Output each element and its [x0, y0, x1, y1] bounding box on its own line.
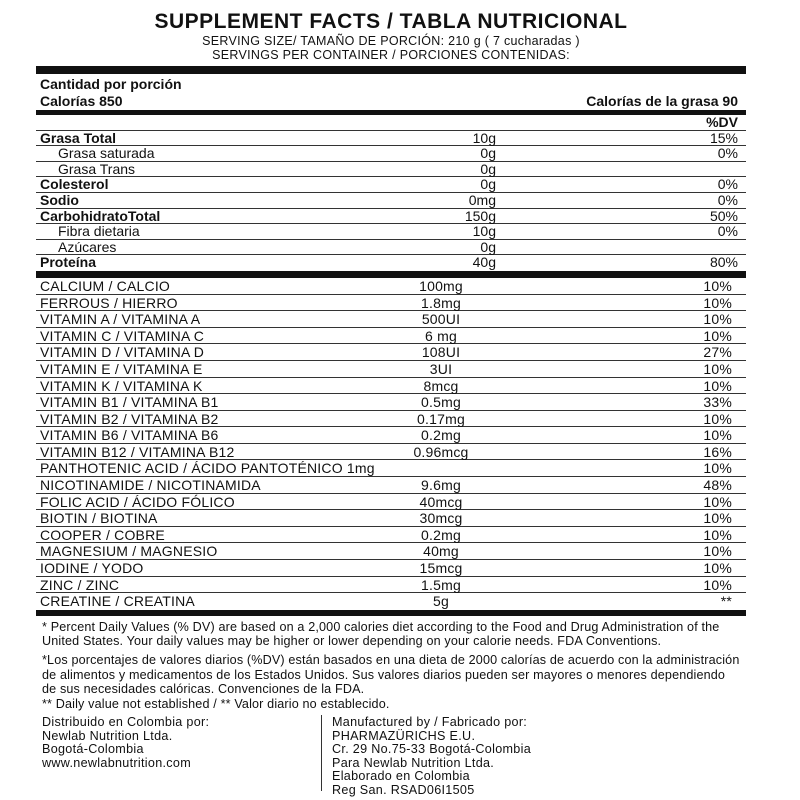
label-title: SUPPLEMENT FACTS / TABLA NUTRICIONAL: [154, 10, 628, 33]
vitamin-row: [36, 593, 746, 610]
nutrient-dv: 10%: [703, 277, 732, 294]
nutrient-dv: 10%: [703, 560, 732, 577]
manufacturer-for: Para Newlab Nutrition Ltda.: [332, 755, 495, 770]
vitamin-row: [36, 344, 746, 361]
nutrient-name: Colesterol: [40, 176, 109, 193]
nutrient-dv: 80%: [709, 254, 738, 271]
nutrient-dv: 33%: [703, 394, 732, 411]
nutrient-name: CALCIUM / CALCIO: [40, 277, 170, 294]
vitamin-row: [36, 311, 746, 328]
divider-thick: [36, 66, 746, 74]
manufacturer-address: Cr. 29 No.75-33 Bogotá-Colombia: [332, 742, 532, 756]
nutrient-amount: 0mg: [468, 191, 496, 208]
nutrient-name: VITAMIN B2 / VITAMINA B2: [40, 410, 219, 427]
nutrient-name: VITAMIN C / VITAMINA C: [40, 327, 205, 344]
distribution-info: [36, 713, 746, 797]
nutrient-dv: 15%: [709, 129, 738, 146]
nutrient-name: PANTHOTENIC ACID / ÁCIDO PANTOTÉNICO 1mg: [40, 460, 375, 477]
nutrient-dv: 10%: [703, 493, 732, 510]
nutrient-name: Grasa Trans: [58, 160, 136, 177]
nutrient-amount: 500UI: [421, 311, 461, 328]
nutrient-amount: 0g: [480, 238, 496, 255]
manufacturer-company: PHARMAZÜRICHS E.U.: [332, 728, 476, 743]
vitamin-row: [36, 361, 746, 378]
nutrient-dv: 0%: [717, 145, 738, 162]
nutrient-amount: 10g: [472, 223, 496, 240]
nutrient-dv: 50%: [709, 207, 738, 224]
nutrient-dv: 10%: [703, 327, 732, 344]
vitamin-row: [36, 411, 746, 428]
distributor-city: Bogotá-Colombia: [42, 742, 144, 756]
vitamin-row: [36, 560, 746, 577]
nutrient-dv: 10%: [703, 526, 732, 543]
footnote-spanish: *Los porcentajes de valores diarios (%DV) están basados en una dieta de 2000 calorías de acuerdo con la administración de alimentos y medicamentos de los Estados Unidos. Sus valores diarios pueden ser mayores o menores dependiendo de sus necesidades calóricas. Convenciones de la FDA.: [42, 653, 740, 697]
nutrient-name: VITAMIN B12 / VITAMINA B12: [40, 443, 235, 460]
nutrient-name: MAGNESIUM / MAGNESIO: [40, 543, 218, 560]
footnote-english: * Percent Daily Values (% DV) are based on a 2,000 calories diet according to the Food and Drug Administration of the United States. Your daily values may be higher or lower depending on your calorie needs. FDA Conventions.: [42, 619, 720, 649]
nutrient-name: VITAMIN K / VITAMINA K: [40, 377, 203, 394]
nutrient-name: Sodio: [40, 191, 79, 208]
vitamin-row: [36, 295, 746, 312]
vitamin-row: [36, 510, 746, 527]
vitamin-row: [36, 527, 746, 544]
nutrient-amount: 1.5mg: [421, 576, 461, 593]
nutrient-amount: 0.2mg: [421, 526, 461, 543]
nutrient-name: Fibra dietaria: [58, 223, 140, 240]
vitamin-row: [36, 378, 746, 395]
nutrient-amount: 9.6mg: [421, 477, 461, 494]
nutrient-amount: 40mcg: [419, 493, 463, 510]
nutrient-name: FERROUS / HIERRO: [40, 294, 178, 311]
manufacturer-block: [332, 716, 732, 797]
nutrient-amount: 108UI: [421, 344, 461, 361]
calories: Calorías 850: [40, 93, 123, 109]
serving-size: SERVING SIZE/ TAMAÑO DE PORCIÓN: 210 g ( 7 cucharadas ): [202, 34, 580, 48]
column-divider: [321, 715, 322, 791]
nutrient-dv: 16%: [703, 443, 732, 460]
vitamin-row: [36, 477, 746, 494]
nutrient-name: VITAMIN A / VITAMINA A: [40, 311, 201, 328]
nutrient-dv: 10%: [703, 576, 732, 593]
nutrient-dv: 10%: [703, 311, 732, 328]
amount-per-serving: Cantidad por porción: [40, 76, 182, 92]
nutrient-amount: 0g: [480, 160, 496, 177]
vitamin-row: [36, 278, 746, 295]
nutrient-amount: 15mcg: [419, 560, 463, 577]
vitamin-row: [36, 543, 746, 560]
nutrient-name: Grasa Total: [40, 129, 116, 146]
nutrient-dv: 10%: [703, 360, 732, 377]
vitamin-row: [36, 494, 746, 511]
nutrient-name: BIOTIN / BIOTINA: [40, 510, 158, 527]
nutrient-name: NICOTINAMIDE / NICOTINAMIDA: [40, 477, 261, 494]
vitamin-table: [36, 278, 746, 610]
nutrient-amount: 30mcg: [419, 510, 463, 527]
nutrient-dv: 0%: [717, 223, 738, 240]
distributor-heading: Distribuido en Colombia por:: [42, 715, 210, 729]
vitamin-row: [36, 328, 746, 345]
macro-row: [36, 131, 746, 147]
nutrient-amount: 0.5mg: [421, 394, 461, 411]
nutrient-dv: 10%: [703, 377, 732, 394]
nutrient-dv: 10%: [703, 543, 732, 560]
vitamin-row: [36, 427, 746, 444]
nutrient-name: CREATINE / CREATINA: [40, 593, 195, 610]
nutrient-dv: 10%: [703, 460, 732, 477]
macro-table: [36, 131, 746, 271]
nutrient-amount: 6 mg: [425, 327, 457, 344]
nutrient-name: Proteína: [40, 254, 97, 271]
nutrient-name: IODINE / YODO: [40, 560, 144, 577]
nutrient-name: FOLIC ACID / ÁCIDO FÓLICO: [40, 493, 235, 510]
nutrient-amount: 150g: [464, 207, 496, 224]
calories-block: [36, 74, 746, 110]
nutrient-amount: 8mcg: [423, 377, 459, 394]
nutrient-name: Azúcares: [58, 238, 117, 255]
footnotes: [36, 616, 746, 714]
footnote-no-dv: ** Daily value not established / ** Valor diario no establecido.: [42, 696, 390, 711]
nutrient-dv: 10%: [703, 510, 732, 527]
macro-row: [36, 209, 746, 225]
nutrient-amount: 5g: [433, 593, 449, 610]
distributor-company: Newlab Nutrition Ltda.: [42, 728, 173, 743]
nutrient-amount: 100mg: [419, 277, 463, 294]
nutrient-name: VITAMIN B1 / VITAMINA B1: [40, 394, 219, 411]
nutrient-amount: 3UI: [429, 360, 453, 377]
nutrient-name: ZINC / ZINC: [40, 576, 120, 593]
nutrient-dv: 10%: [703, 427, 732, 444]
nutrient-dv: 27%: [703, 344, 732, 361]
vitamin-row: [36, 444, 746, 461]
manufacturer-heading: Manufactured by / Fabricado por:: [332, 715, 528, 729]
distributor-block: [42, 716, 312, 770]
vitamin-row: [36, 577, 746, 594]
nutrient-name: Grasa saturada: [58, 145, 155, 162]
nutrient-dv: 10%: [703, 294, 732, 311]
manufacturer-registration: Reg San. RSAD06I1505: [332, 782, 475, 797]
macro-row: [36, 255, 746, 271]
nutrient-dv: **: [720, 593, 732, 610]
macro-row: [36, 240, 746, 256]
nutrient-amount: 40mg: [423, 543, 459, 560]
macro-row: [36, 162, 746, 178]
nutrient-dv: 10%: [703, 410, 732, 427]
nutrient-dv: 48%: [703, 477, 732, 494]
dv-header: %DV: [706, 114, 738, 130]
nutrient-name: CarbohidratoTotal: [40, 207, 161, 224]
nutrient-dv: 0%: [717, 176, 738, 193]
macro-row: [36, 193, 746, 209]
servings-per-container: SERVINGS PER CONTAINER / PORCIONES CONTENIDAS:: [212, 48, 570, 62]
divider-thick: [36, 271, 746, 278]
nutrient-amount: 0g: [480, 145, 496, 162]
nutrient-amount: 0.2mg: [421, 427, 461, 444]
nutrient-dv: 0%: [717, 191, 738, 208]
nutrient-amount: 10g: [472, 129, 496, 146]
calories-from-fat: Calorías de la grasa 90: [586, 93, 738, 109]
nutrient-amount: 40g: [472, 254, 496, 271]
vitamin-row: [36, 460, 746, 477]
nutrient-amount: 0.96mcg: [413, 443, 469, 460]
manufacturer-made-in: Elaborado en Colombia: [332, 769, 470, 783]
nutrient-name: VITAMIN E / VITAMINA E: [40, 360, 203, 377]
distributor-website: www.newlabnutrition.com: [42, 755, 191, 770]
nutrient-amount: 0g: [480, 176, 496, 193]
supplement-facts-label: [36, 10, 746, 713]
nutrient-name: COOPER / COBRE: [40, 526, 165, 543]
macro-row: [36, 146, 746, 162]
vitamin-row: [36, 394, 746, 411]
nutrient-name: VITAMIN B6 / VITAMINA B6: [40, 427, 219, 444]
nutrient-amount: 1.8mg: [421, 294, 461, 311]
nutrient-amount: 0.17mg: [417, 410, 465, 427]
macro-row: [36, 177, 746, 193]
macro-row: [36, 224, 746, 240]
nutrient-name: VITAMIN D / VITAMINA D: [40, 344, 205, 361]
